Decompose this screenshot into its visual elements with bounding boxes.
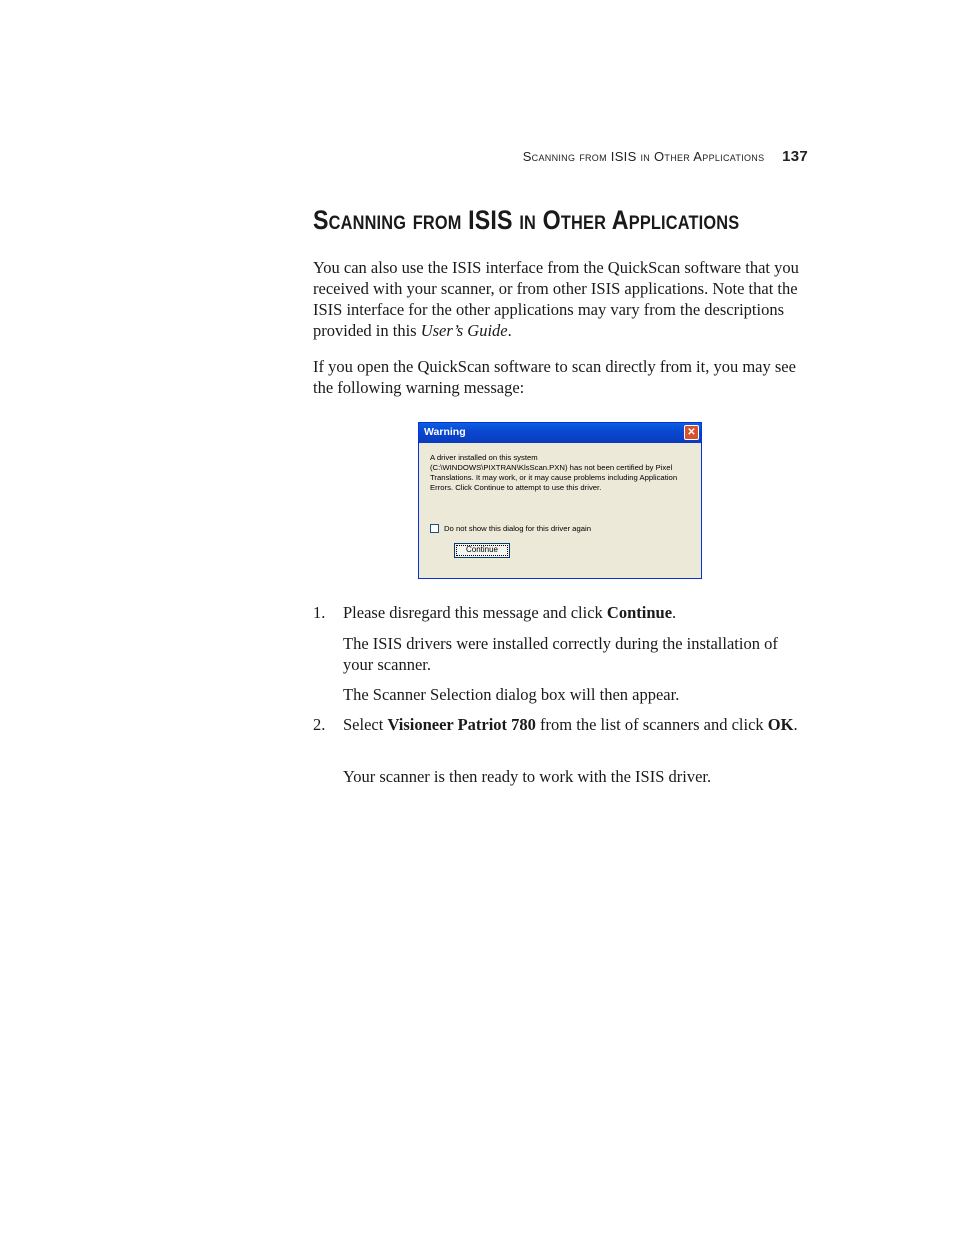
dialog-message [430, 453, 695, 493]
dialog-message-line: A driver installed on this system [430, 453, 538, 462]
dialog-title: Warning [424, 426, 466, 438]
warning-intro-paragraph: If you open the QuickScan software to scan directly from it, you may see the following warning message: [313, 357, 796, 397]
step-text-part: Select [343, 715, 388, 734]
running-header [523, 148, 808, 165]
close-icon[interactable]: ✕ [684, 425, 699, 440]
page-number: 137 [782, 148, 808, 165]
intro-text: You can also use the ISIS interface from the QuickScan software that you received with your scanner, or from other ISIS applications. Note that the ISIS interface for the other applications may vary from the descriptions provided in this [313, 258, 799, 340]
step-number: 1. [313, 603, 326, 622]
dialog-message-line: (C:\WINDOWS\PIXTRAN\KlsScan.PXN) has not been certified by Pixel [430, 463, 673, 472]
dialog-message-line: Errors. Click Continue to attempt to use this driver. [430, 483, 602, 492]
dont-show-checkbox-label: Do not show this dialog for this driver again [444, 524, 591, 533]
running-header-title: Scanning from ISIS in Other Applications [522, 149, 765, 164]
step-number: 2. [313, 715, 326, 734]
step-text [343, 602, 803, 623]
step-1-note-drivers: The ISIS drivers were installed correctly during the installation of your scanner. [343, 634, 778, 674]
step-text-part: from the list of scanners and click [535, 715, 768, 734]
step-text-end: . [793, 715, 798, 734]
step-1-note-selection: The Scanner Selection dialog box will then appear. [343, 685, 680, 704]
intro-text-end: . [507, 321, 512, 340]
section-title: Scanning from ISIS in Other Applications [313, 205, 740, 235]
ok-reference: OK [767, 715, 794, 734]
users-guide-reference: User’s Guide [420, 321, 508, 340]
dialog-titlebar [419, 423, 701, 443]
intro-paragraph [313, 257, 813, 341]
step-text [343, 714, 803, 735]
step-2-note: Your scanner is then ready to work with the ISIS driver. [343, 767, 712, 786]
dont-show-checkbox[interactable] [430, 524, 439, 533]
scanner-model-reference: Visioneer Patriot 780 [387, 715, 536, 734]
dialog-message-line: Translations. It may work, or it may cause problems including Application [430, 473, 678, 482]
step-text-part: Please disregard this message and click [343, 603, 607, 622]
continue-reference: Continue [606, 603, 673, 622]
step-text-end: . [672, 603, 677, 622]
continue-button[interactable]: Continue [454, 543, 510, 558]
warning-dialog-screenshot [418, 422, 702, 579]
dont-show-checkbox-row[interactable] [430, 524, 591, 533]
